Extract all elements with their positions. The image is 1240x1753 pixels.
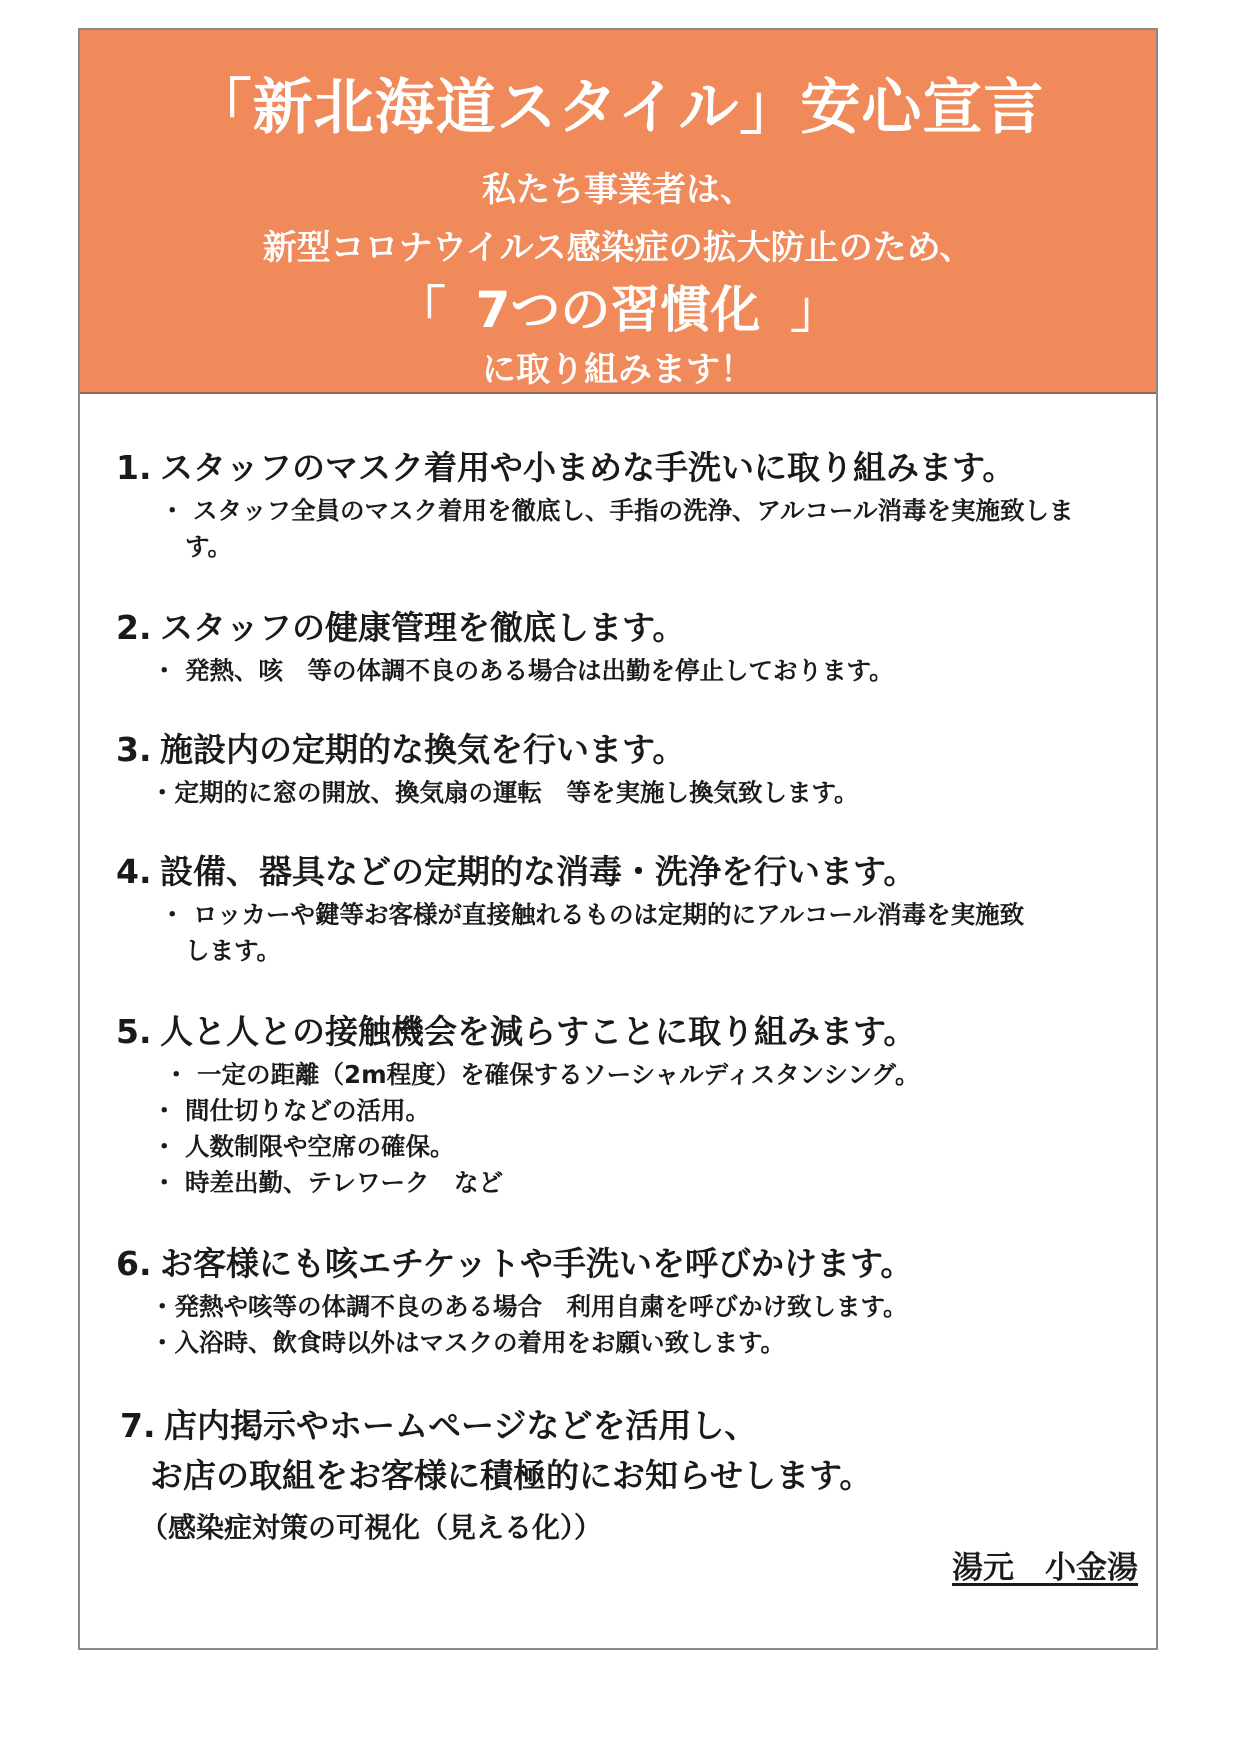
habit-title-5	[116, 1006, 916, 1053]
habit-title-6	[116, 1238, 913, 1285]
page-title: 「新北海道スタイル」安心宣言	[191, 73, 1045, 143]
habit-number-6: 6.	[116, 1244, 152, 1283]
habit-number-7: 7.	[120, 1406, 156, 1445]
habit-1-bullet-1: ・ スタッフ全員のマスク着用を徹底し、手指の洗浄、アルコール消毒を実施致しま	[160, 496, 1074, 525]
habit-5-bullet-2: ・ 間仕切りなどの活用。	[152, 1096, 431, 1125]
habit-5-bullet-4: ・ 時差出勤、テレワーク など	[152, 1168, 504, 1197]
habit-5-bullet-1: ・ 一定の距離（2m程度）を確保するソーシャルディスタンシング。	[164, 1060, 920, 1089]
habit-6-bullet-2: ・入浴時、飲食時以外はマスクの着用をお願い致します。	[150, 1328, 786, 1357]
habit-number-2: 2.	[116, 608, 152, 647]
business-signature: 湯元 小金湯	[952, 1550, 1138, 1586]
habit-number-3: 3.	[116, 730, 152, 769]
habit-title-4	[116, 846, 916, 893]
subtitle-line-1: 私たち事業者は、	[482, 170, 754, 210]
habits-close-bracket: 」	[790, 281, 841, 339]
habit-text-6: お客様にも咳エチケットや手洗いを呼びかけます。	[160, 1244, 914, 1283]
habit-4-bullet-1: ・ ロッカーや鍵等お客様が直接触れるものは定期的にアルコール消毒を実施致	[160, 900, 1025, 929]
notice-frame	[78, 28, 1158, 1650]
habits-open-bracket: 「	[395, 281, 446, 339]
habits-heading	[80, 270, 1156, 342]
habit-1-bullet-1-cont: す。	[185, 532, 233, 561]
habit-number-5: 5.	[116, 1012, 152, 1051]
habit-7-note: （感染症対策の可視化（見える化））	[140, 1511, 603, 1544]
subtitle-line-2: 新型コロナウイルス感染症の拡大防止のため、	[262, 228, 974, 268]
habit-number-1: 1.	[116, 448, 152, 487]
habit-6-bullet-1: ・発熱や咳等の体調不良のある場合 利用自粛を呼びかけ致します。	[150, 1292, 908, 1321]
habit-text-1: スタッフのマスク着用や小まめな手洗いに取り組みます。	[160, 448, 1016, 487]
habit-number-4: 4.	[116, 852, 152, 891]
habit-3-bullet-1: ・定期的に窓の開放、換気扇の運転 等を実施し換気致します。	[150, 778, 859, 807]
habit-text-4: 設備、器具などの定期的な消毒・洗浄を行います。	[160, 852, 917, 891]
habit-title-2	[116, 602, 685, 649]
habit-2-bullet-1: ・ 発熱、咳 等の体調不良のある場合は出勤を停止しております。	[152, 656, 894, 685]
habit-text-5: 人と人との接触機会を減らすことに取り組みます。	[160, 1012, 917, 1051]
habit-text-2: スタッフの健康管理を徹底します。	[160, 608, 686, 647]
habit-4-bullet-1-cont: します。	[185, 936, 282, 965]
habits-label: 7つの習慣化	[475, 281, 761, 339]
habit-title-1	[116, 442, 1015, 489]
habit-text-3: 施設内の定期的な換気を行います。	[160, 730, 686, 769]
header-banner	[80, 30, 1156, 394]
closing-line: に取り組みます！	[482, 350, 754, 390]
habit-title-7	[120, 1400, 757, 1447]
habit-text-7: 店内掲示やホームページなどを活用し、	[164, 1406, 758, 1445]
habit-title-7-line-2: お店の取組をお客様に積極的にお知らせします。	[150, 1456, 873, 1495]
habit-title-3	[116, 724, 685, 771]
habit-5-bullet-3: ・ 人数制限や空席の確保。	[152, 1132, 455, 1161]
